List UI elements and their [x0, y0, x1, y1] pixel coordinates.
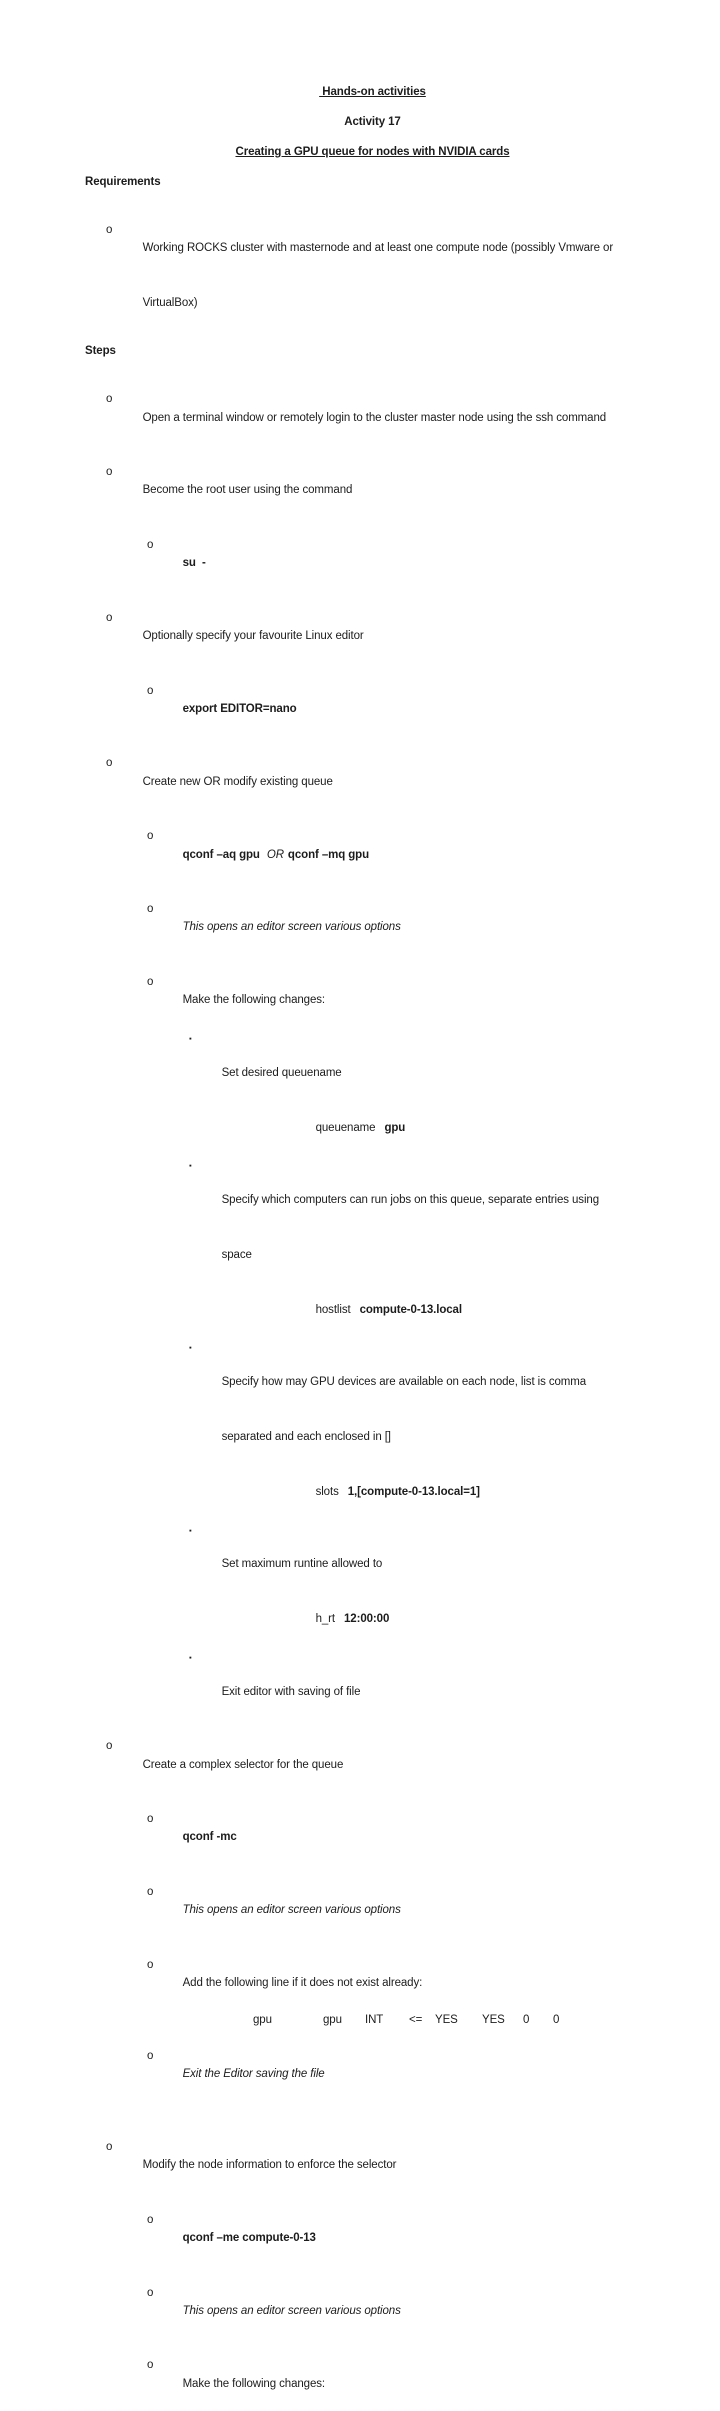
step-text: Open a terminal window or remotely login to the cluster master node using the ssh command	[142, 411, 607, 424]
complex-field: YES	[482, 2013, 505, 2026]
change-slots-continued	[85, 1410, 660, 1465]
command-su	[85, 518, 660, 591]
change-slots	[85, 1337, 660, 1410]
setting-value: 1,[compute-0-13.local=1]	[347, 1485, 480, 1498]
bullet-icon: o	[147, 2286, 154, 2299]
bullet-icon: o	[147, 2049, 154, 2062]
bullet-icon: o	[147, 830, 154, 843]
note-text: This opens an editor screen various options	[182, 2304, 401, 2317]
square-bullet-icon: ▪	[189, 1343, 192, 1353]
step-text: Create new OR modify existing queue	[142, 775, 333, 788]
complex-definition-row	[85, 2011, 660, 2029]
bullet-icon: o	[106, 224, 113, 237]
step-text: Make the following changes:	[182, 994, 325, 1007]
bullet-icon: o	[106, 757, 113, 770]
exit-editor-note	[85, 2029, 660, 2102]
change-runtime	[85, 1519, 660, 1592]
doc-subtitle: Creating a GPU queue for nodes with NVIDIA cards	[235, 146, 510, 158]
setting-queuename	[85, 1100, 660, 1155]
bullet-icon: o	[147, 2359, 154, 2372]
step-text: Create a complex selector for the queue	[142, 1758, 344, 1771]
bullet-icon: o	[147, 1813, 154, 1826]
make-changes	[85, 2338, 660, 2411]
square-bullet-icon: ▪	[189, 1161, 192, 1171]
bullet-icon: o	[106, 611, 113, 624]
setting-runtime	[85, 1592, 660, 1647]
complex-field: YES	[435, 2013, 458, 2026]
bullet-icon: o	[147, 2213, 154, 2226]
command-qconf-queue	[85, 809, 660, 882]
command-text: qconf –mq gpu	[287, 848, 370, 861]
step-editor	[85, 591, 660, 664]
note-text: Exit the Editor saving the file	[182, 2068, 325, 2081]
setting-slots	[85, 1464, 660, 1519]
step-text: Set desired queuename	[221, 1066, 342, 1079]
doc-title: Hands-on activities	[319, 86, 426, 98]
bullet-icon: o	[106, 1740, 113, 1753]
bullet-icon: o	[106, 466, 113, 479]
change-hostlist-continued	[85, 1228, 660, 1283]
setting-key: hostlist	[315, 1303, 351, 1316]
setting-key: h_rt	[315, 1613, 335, 1626]
bullet-icon: o	[147, 903, 154, 916]
editor-note	[85, 1865, 660, 1938]
change-hostlist	[85, 1155, 660, 1228]
command-text: qconf -mc	[182, 1831, 237, 1844]
requirement-text: VirtualBox)	[142, 297, 198, 310]
editor-note	[85, 882, 660, 955]
step-complex-selector	[85, 1719, 660, 1792]
setting-hostlist	[85, 1282, 660, 1337]
step-text: Modify the node information to enforce the selector	[142, 2159, 397, 2172]
bullet-icon: o	[147, 1886, 154, 1899]
complex-field: 0	[553, 2013, 560, 2026]
step-text: separated and each enclosed in []	[221, 1431, 391, 1443]
complex-field: 0	[523, 2013, 530, 2026]
bullet-icon: o	[147, 1958, 154, 1971]
steps-heading: Steps	[85, 345, 116, 358]
editor-note	[85, 2265, 660, 2338]
bullet-icon: o	[147, 684, 154, 697]
square-bullet-icon: ▪	[189, 1525, 192, 1535]
requirements-heading: Requirements	[85, 176, 161, 188]
change-exit-editor	[85, 1646, 660, 1719]
add-line-step	[85, 1938, 660, 2011]
command-text: su -	[182, 557, 206, 570]
bullet-icon: o	[147, 539, 154, 552]
step-create-queue	[85, 736, 660, 809]
step-text: Add the following line if it does not exist already:	[182, 1977, 423, 1990]
square-bullet-icon: ▪	[189, 1652, 192, 1662]
note-text: This opens an editor screen various options	[182, 1904, 401, 1917]
requirement-item	[85, 203, 660, 276]
command-text: export EDITOR=nano	[182, 702, 297, 715]
step-text: Specify which computers can run jobs on this queue, separate entries using	[221, 1194, 600, 1207]
bullet-icon: o	[106, 2140, 113, 2153]
command-qconf-me	[85, 2193, 660, 2266]
command-text: qconf –aq gpu	[182, 848, 260, 861]
command-export-editor	[85, 663, 660, 736]
step-open-terminal	[85, 372, 660, 445]
setting-key: queuename	[315, 1121, 376, 1134]
complex-field: gpu	[323, 2013, 342, 2026]
requirement-item-continued	[85, 276, 660, 331]
bullet-icon: o	[147, 975, 154, 988]
step-text: Set maximum runtine allowed to	[221, 1558, 383, 1571]
setting-value: gpu	[384, 1121, 406, 1134]
step-text: Make the following changes:	[182, 2377, 325, 2390]
step-modify-node	[85, 2120, 660, 2193]
step-text: Specify how may GPU devices are available on each node, list is comma	[221, 1376, 587, 1389]
or-word: OR	[266, 848, 284, 861]
setting-value: 12:00:00	[344, 1613, 390, 1626]
command-text: qconf –me compute-0-13	[182, 2231, 316, 2244]
bullet-icon: o	[106, 393, 113, 406]
doc-activity-title: Activity 17	[344, 116, 401, 128]
step-text: Optionally specify your favourite Linux editor	[142, 630, 364, 643]
complex-field: <=	[409, 2013, 423, 2026]
step-text: Exit editor with saving of file	[221, 1685, 361, 1698]
step-text: space	[221, 1248, 252, 1261]
make-changes	[85, 955, 660, 1028]
square-bullet-icon: ▪	[189, 1034, 192, 1044]
requirement-text: Working ROCKS cluster with masternode and at least one compute node (possibly Vmware or	[142, 242, 614, 255]
complex-field: INT	[365, 2013, 384, 2026]
note-text: This opens an editor screen various options	[182, 921, 401, 934]
change-queuename	[85, 1028, 660, 1101]
step-text: Become the root user using the command	[142, 484, 353, 497]
command-qconf-mc	[85, 1792, 660, 1865]
setting-value: compute-0-13.local	[359, 1303, 462, 1316]
step-become-root	[85, 445, 660, 518]
complex-field: gpu	[253, 2013, 272, 2026]
setting-key: slots	[315, 1485, 339, 1498]
